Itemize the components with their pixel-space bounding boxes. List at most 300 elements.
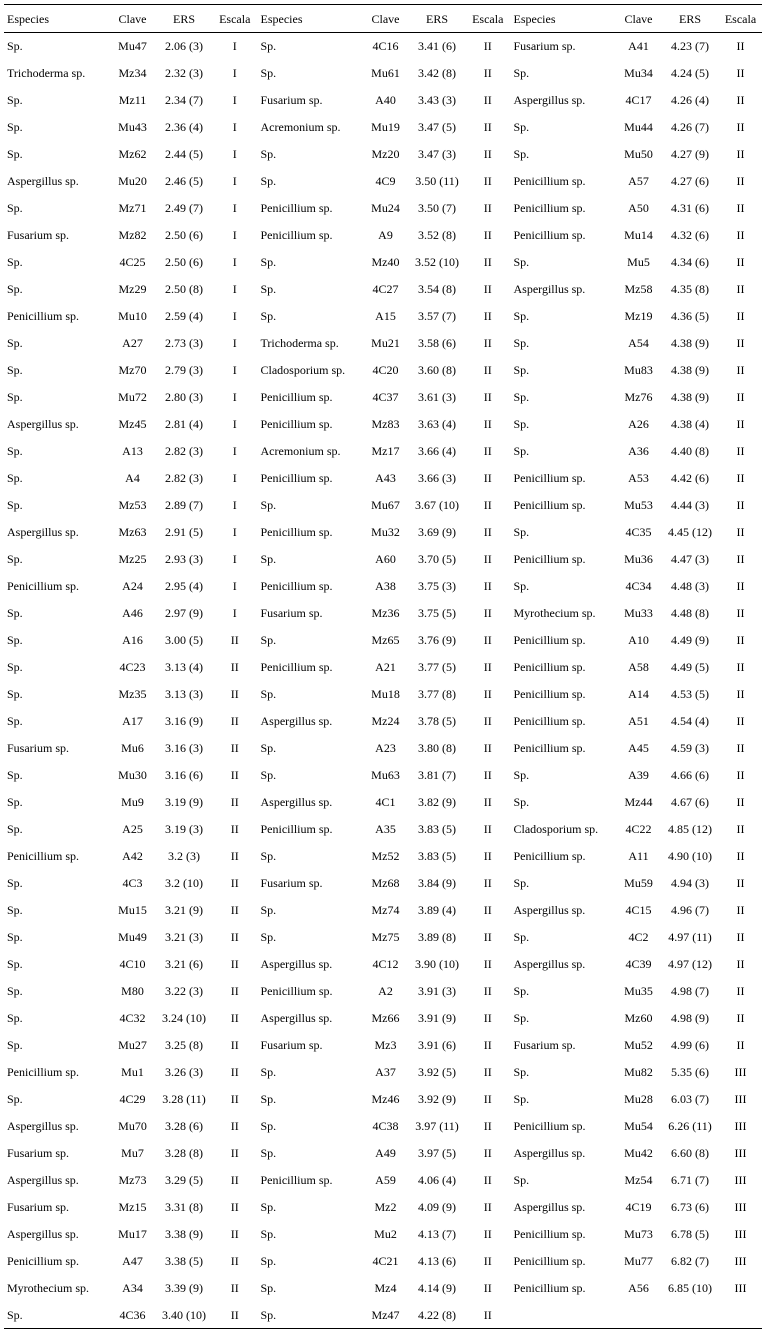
cell-especie: Sp. [257, 1194, 363, 1221]
cell-clave: 4C35 [625, 525, 652, 539]
header-clave-3: Clave [616, 5, 661, 33]
cell-especie: Sp. [510, 519, 616, 546]
cell-ers: 3.92 (5) [418, 1065, 456, 1079]
cell-escala: II [230, 822, 239, 836]
cell-escala: II [483, 687, 492, 701]
table-row [4, 978, 762, 1005]
cell-ers: 3.16 (3) [165, 741, 203, 755]
cell-escala: I [232, 282, 237, 296]
cell-especie: Sp. [7, 1092, 23, 1106]
cell-clave: Mu2 [374, 1227, 397, 1241]
cell-ers: 3.76 (9) [418, 633, 456, 647]
cell-ers: 4.97 (12) [668, 957, 712, 971]
cell-especie: Fusarium sp. [257, 1032, 363, 1059]
cell-clave: Mz53 [118, 498, 147, 512]
table-row [4, 1086, 762, 1113]
cell-especie: Sp. [257, 249, 363, 276]
cell-clave: Mz68 [371, 876, 400, 890]
cell-especie: Fusarium sp. [510, 1032, 616, 1059]
cell-especie: Sp. [7, 714, 23, 728]
cell-ers: 4.14 (9) [418, 1281, 456, 1295]
header-especies-3: Especies [510, 5, 616, 33]
cell-especie: Sp. [510, 141, 616, 168]
cell-clave: Mu27 [118, 1038, 147, 1052]
cell-ers: 4.23 (7) [671, 39, 709, 54]
cell-escala: II [483, 633, 492, 647]
cell-ers: 3.13 (3) [165, 687, 203, 701]
cell-ers: 3.29 (5) [165, 1173, 203, 1187]
cell-escala: II [483, 120, 492, 134]
cell-ers: 4.48 (8) [671, 606, 709, 620]
cell-escala: II [230, 930, 239, 944]
cell-ers: 4.26 (7) [671, 120, 709, 134]
cell-ers: 3.26 (3) [165, 1065, 203, 1079]
cell-clave: Mu70 [118, 1119, 147, 1133]
cell-especie: Sp. [510, 249, 616, 276]
cell-escala: II [230, 1281, 239, 1295]
cell-ers: 2.32 (3) [165, 66, 203, 80]
cell-escala: II [736, 822, 745, 836]
cell-escala: II [736, 1011, 745, 1025]
cell-escala: II [736, 984, 745, 998]
cell-escala: II [736, 93, 745, 107]
cell-especie: Sp. [257, 924, 363, 951]
cell-clave: 4C12 [372, 957, 399, 971]
cell-ers: 3.82 (9) [418, 795, 456, 809]
cell-escala: II [483, 1119, 492, 1133]
cell-escala: II [483, 228, 492, 242]
cell-ers: 2.95 (4) [165, 579, 203, 593]
table-row [4, 141, 762, 168]
cell-escala: II [736, 714, 745, 728]
cell-ers: 3.24 (10) [162, 1011, 206, 1025]
table-row [4, 276, 762, 303]
table-row [4, 411, 762, 438]
cell-ers: 4.38 (9) [671, 390, 709, 404]
cell-ers: 3.28 (6) [165, 1119, 203, 1133]
cell-especie: Sp. [7, 660, 23, 674]
cell-escala: I [232, 309, 237, 323]
cell-escala: II [736, 201, 745, 215]
cell-especie: Sp. [257, 843, 363, 870]
cell-especie: Acremonium sp. [257, 114, 363, 141]
cell-ers: 3.2 (10) [165, 876, 203, 890]
cell-especie: Sp. [257, 681, 363, 708]
table-row [4, 1248, 762, 1275]
cell-especie: Fusarium sp. [257, 600, 363, 627]
cell-escala: II [483, 552, 492, 566]
cell-ers: 3.50 (11) [415, 174, 459, 188]
table-row [4, 951, 762, 978]
cell-especie: Penicillium sp. [510, 1275, 616, 1302]
cell-especie: Sp. [7, 957, 23, 971]
cell-especie: Aspergillus sp. [510, 87, 616, 114]
cell-clave: Mz83 [371, 417, 400, 431]
cell-escala: II [736, 282, 745, 296]
cell-ers: 3.91 (3) [418, 984, 456, 998]
cell-escala: II [230, 1200, 239, 1214]
table-row [4, 492, 762, 519]
cell-clave: A26 [628, 417, 649, 431]
cell-especie: Penicillium sp. [510, 627, 616, 654]
cell-escala: II [736, 174, 745, 188]
cell-escala: III [734, 1146, 747, 1160]
cell-especie: Sp. [7, 876, 23, 890]
cell-escala: I [232, 606, 237, 620]
cell-escala: II [483, 1254, 492, 1268]
cell-clave: 4C2 [628, 930, 649, 944]
cell-escala: II [483, 1011, 492, 1025]
cell-ers: 3.77 (8) [418, 687, 456, 701]
cell-ers: 2.50 (6) [165, 255, 203, 269]
cell-ers: 3.97 (5) [418, 1146, 456, 1160]
cell-ers: 3.39 (9) [165, 1281, 203, 1295]
cell-clave: A14 [628, 687, 649, 701]
table-row [4, 384, 762, 411]
cell-escala: II [736, 471, 745, 485]
cell-especie: Sp. [257, 141, 363, 168]
cell-clave: Mz82 [118, 228, 147, 242]
cell-especie: Penicillium sp. [510, 708, 616, 735]
cell-especie: Sp. [7, 984, 23, 998]
cell-ers: 3.91 (6) [418, 1038, 456, 1052]
cell-clave: 4C9 [375, 174, 396, 188]
cell-especie: Sp. [257, 168, 363, 195]
cell-especie: Sp. [510, 1086, 616, 1113]
cell-especie: Penicillium sp. [510, 492, 616, 519]
cell-especie: Penicillium sp. [510, 654, 616, 681]
cell-clave: Mu61 [371, 66, 400, 80]
cell-escala: II [483, 849, 492, 863]
cell-escala: II [230, 714, 239, 728]
cell-escala: II [483, 579, 492, 593]
cell-ers: 4.26 (4) [671, 93, 709, 107]
cell-especie: Fusarium sp. [7, 1146, 70, 1160]
cell-ers: 3.67 (10) [415, 498, 459, 512]
cell-clave: Mu50 [624, 147, 653, 161]
cell-escala: II [483, 1200, 492, 1214]
cell-clave: A51 [628, 714, 649, 728]
cell-especie: Penicillium sp. [7, 849, 79, 863]
cell-especie: Sp. [7, 498, 23, 512]
cell-escala: III [734, 1227, 747, 1241]
cell-clave: 4C25 [119, 255, 146, 269]
cell-clave: A36 [628, 444, 649, 458]
cell-escala: III [734, 1065, 747, 1079]
cell-ers: 3.40 (10) [155, 1302, 213, 1329]
cell-escala: I [232, 444, 237, 458]
table-row [4, 1059, 762, 1086]
cell-ers: 4.67 (6) [671, 795, 709, 809]
cell-escala: II [483, 498, 492, 512]
cell-especie: Penicillium sp. [257, 1167, 363, 1194]
cell-especie: Sp. [257, 735, 363, 762]
cell-ers: 2.46 (5) [165, 174, 203, 188]
cell-clave: Mu18 [371, 687, 400, 701]
cell-escala: I [232, 552, 237, 566]
cell-ers: 3.47 (5) [418, 120, 456, 134]
cell-ers: 3.22 (3) [165, 984, 203, 998]
cell-especie: Sp. [7, 606, 23, 620]
cell-clave: A24 [122, 579, 143, 593]
cell-escala: II [230, 687, 239, 701]
cell-ers: 3.58 (6) [418, 336, 456, 350]
header-especies-1: Especies [4, 5, 110, 33]
cell-clave: A4 [125, 471, 140, 485]
cell-clave: M80 [121, 984, 144, 998]
cell-ers: 3.43 (3) [418, 93, 456, 107]
table-row [4, 843, 762, 870]
cell-ers: 3.13 (4) [165, 660, 203, 674]
cell-clave: A38 [375, 579, 396, 593]
cell-especie: Aspergillus sp. [7, 1227, 79, 1241]
cell-especie: Sp. [257, 1275, 363, 1302]
cell-ers: 3.21 (3) [165, 930, 203, 944]
cell-especie: Sp. [7, 903, 23, 917]
cell-ers: 2.97 (9) [165, 606, 203, 620]
cell-ers: 2.34 (7) [165, 93, 203, 107]
cell-ers: 4.99 (6) [671, 1038, 709, 1052]
cell-especie: Trichoderma sp. [257, 330, 363, 357]
cell-clave: Mz35 [118, 687, 147, 701]
cell-escala: II [736, 903, 745, 917]
cell-ers: 3.90 (10) [415, 957, 459, 971]
cell-especie: Fusarium sp. [257, 87, 363, 114]
cell-clave: Mu32 [371, 525, 400, 539]
cell-ers: 6.73 (6) [671, 1200, 709, 1214]
cell-clave: Mz47 [363, 1302, 408, 1329]
cell-especie: Sp. [257, 492, 363, 519]
table-row [4, 1140, 762, 1167]
cell-ers: 4.53 (5) [671, 687, 709, 701]
cell-ers: 2.59 (4) [165, 309, 203, 323]
cell-clave: Mz11 [118, 93, 147, 107]
cell-escala: I [232, 390, 237, 404]
cell-clave: A41 [628, 39, 649, 54]
cell-especie: Penicillium sp. [510, 1221, 616, 1248]
cell-ers: 3.84 (9) [418, 876, 456, 890]
cell-especie: Penicillium sp. [7, 1254, 79, 1268]
cell-clave: A42 [122, 849, 143, 863]
cell-ers: 4.32 (6) [671, 228, 709, 242]
cell-especie: Aspergillus sp. [257, 789, 363, 816]
cell-especie: Sp. [7, 201, 23, 215]
cell-ers: 4.34 (6) [671, 255, 709, 269]
cell-ers: 4.13 (7) [418, 1227, 456, 1241]
table-row [4, 600, 762, 627]
cell-escala: II [483, 795, 492, 809]
table-row [4, 897, 762, 924]
cell-escala: II [736, 444, 745, 458]
cell-escala: II [736, 363, 745, 377]
cell-escala: II [483, 1227, 492, 1241]
cell-especie: Penicillium sp. [510, 465, 616, 492]
cell-especie: Penicillium sp. [257, 573, 363, 600]
cell-ers: 2.49 (7) [165, 201, 203, 215]
cell-ers: 3.19 (3) [165, 822, 203, 836]
cell-ers: 3.77 (5) [418, 660, 456, 674]
cell-clave: 4C16 [372, 39, 399, 54]
cell-clave: 4C10 [119, 957, 146, 971]
cell-escala: II [736, 957, 745, 971]
cell-clave: A45 [628, 741, 649, 755]
cell-clave: 4C17 [625, 93, 652, 107]
cell-especie: Sp. [257, 33, 363, 60]
cell-ers: 3.69 (9) [418, 525, 456, 539]
table-row [4, 762, 762, 789]
cell-escala: II [736, 849, 745, 863]
table-row [4, 114, 762, 141]
cell-ers: 4.98 (7) [671, 984, 709, 998]
cell-escala: II [736, 552, 745, 566]
cell-ers: 4.22 (8) [408, 1302, 466, 1329]
cell-especie: Sp. [7, 795, 23, 809]
cell-ers: 4.59 (3) [671, 741, 709, 755]
cell-especie: Acremonium sp. [257, 438, 363, 465]
cell-especie: Aspergillus sp. [510, 276, 616, 303]
cell-ers: 4.09 (9) [418, 1200, 456, 1214]
cell-especie: Penicillium sp. [257, 411, 363, 438]
cell-escala: II [483, 957, 492, 971]
cell-ers: 4.48 (3) [671, 579, 709, 593]
cell-especie: Sp. [257, 1113, 363, 1140]
cell-escala: III [734, 1254, 747, 1268]
cell-clave: A23 [375, 741, 396, 755]
cell-clave: 4C34 [625, 579, 652, 593]
cell-escala: I [232, 417, 237, 431]
cell-ers: 4.49 (9) [671, 633, 709, 647]
cell-ers: 3.42 (8) [418, 66, 456, 80]
cell-especie: Aspergillus sp. [257, 708, 363, 735]
cell-escala: II [483, 741, 492, 755]
cell-clave: Mz44 [624, 795, 653, 809]
cell-especie: Sp. [257, 60, 363, 87]
cell-ers: 4.27 (6) [671, 174, 709, 188]
cell-clave: 4C15 [625, 903, 652, 917]
cell-especie: Sp. [510, 438, 616, 465]
cell-especie: Aspergillus sp. [257, 1005, 363, 1032]
cell-ers: 4.54 (4) [671, 714, 709, 728]
cell-escala: II [230, 741, 239, 755]
cell-ers: 4.38 (4) [671, 417, 709, 431]
cell-escala: II [483, 309, 492, 323]
cell-especie: Penicillium sp. [510, 681, 616, 708]
cell-clave: 4C3 [122, 876, 143, 890]
cell-escala: III [734, 1200, 747, 1214]
cell-especie: Penicillium sp. [510, 222, 616, 249]
cell-especie: Penicillium sp. [257, 519, 363, 546]
cell-escala: II [466, 1302, 510, 1329]
cell-especie: Sp. [7, 1038, 23, 1052]
cell-especie: Sp. [257, 1140, 363, 1167]
cell-escala: II [483, 444, 492, 458]
cell-escala: II [483, 525, 492, 539]
cell-escala: II [483, 336, 492, 350]
cell-clave: 4C21 [372, 1254, 399, 1268]
cell-especie: Penicillium sp. [510, 1113, 616, 1140]
cell-clave: Mz45 [118, 417, 147, 431]
cell-ers: 3.57 (7) [418, 309, 456, 323]
cell-escala: II [230, 1254, 239, 1268]
cell-especie: Sp. [257, 762, 363, 789]
cell-escala: II [483, 282, 492, 296]
table-row [4, 249, 762, 276]
cell-clave: A13 [122, 444, 143, 458]
cell-clave: 4C1 [375, 795, 396, 809]
cell-ers [661, 1302, 719, 1329]
cell-especie: Sp. [510, 1059, 616, 1086]
cell-escala: II [483, 660, 492, 674]
cell-escala: I [232, 201, 237, 215]
cell-clave: Mu73 [624, 1227, 653, 1241]
cell-ers: 3.21 (9) [165, 903, 203, 917]
cell-escala: II [483, 147, 492, 161]
cell-clave: Mu7 [121, 1146, 144, 1160]
cell-ers: 3.21 (6) [165, 957, 203, 971]
cell-especie: Sp. [257, 1086, 363, 1113]
header-clave-2: Clave [363, 5, 408, 33]
cell-clave: A10 [628, 633, 649, 647]
cell-escala: I [232, 174, 237, 188]
cell-escala: II [230, 1119, 239, 1133]
cell-escala: II [736, 687, 745, 701]
cell-especie: Sp. [510, 762, 616, 789]
cell-clave: Mu19 [371, 120, 400, 134]
cell-clave: A9 [378, 228, 393, 242]
cell-escala: II [230, 660, 239, 674]
cell-clave: Mz71 [118, 201, 147, 215]
cell-clave: A37 [375, 1065, 396, 1079]
cell-escala: I [232, 120, 237, 134]
cell-ers: 3.41 (6) [418, 39, 456, 54]
cell-escala: I [232, 255, 237, 269]
cell-especie: Sp. [4, 1302, 110, 1329]
cell-clave: Mz58 [624, 282, 653, 296]
cell-especie: Sp. [7, 1011, 23, 1025]
cell-especie: Sp. [7, 336, 23, 350]
cell-especie: Sp. [7, 390, 23, 404]
table-row [4, 573, 762, 600]
cell-clave: Mz25 [118, 552, 147, 566]
species-table [4, 4, 762, 1329]
cell-clave: 4C22 [625, 822, 652, 836]
cell-clave: 4C36 [110, 1302, 155, 1329]
cell-especie: Sp. [510, 573, 616, 600]
cell-ers: 3.92 (9) [418, 1092, 456, 1106]
cell-escala: I [232, 93, 237, 107]
table-row [4, 195, 762, 222]
table-row [4, 1194, 762, 1221]
cell-clave: 4C39 [625, 957, 652, 971]
cell-ers: 2.44 (5) [165, 147, 203, 161]
cell-escala: II [230, 876, 239, 890]
cell-ers: 6.82 (7) [671, 1254, 709, 1268]
cell-especie: Sp. [7, 930, 23, 944]
cell-ers: 3.50 (7) [418, 201, 456, 215]
table-row [4, 330, 762, 357]
cell-ers: 3.70 (5) [418, 552, 456, 566]
cell-escala: II [483, 876, 492, 890]
cell-clave: Mu63 [371, 768, 400, 782]
cell-especie: Fusarium sp. [7, 741, 70, 755]
cell-escala: II [736, 741, 745, 755]
cell-clave: A17 [122, 714, 143, 728]
cell-clave: A58 [628, 660, 649, 674]
cell-ers: 3.19 (9) [165, 795, 203, 809]
cell-escala: II [736, 525, 745, 539]
cell-ers: 3.75 (5) [418, 606, 456, 620]
cell-clave: 4C19 [625, 1200, 652, 1214]
